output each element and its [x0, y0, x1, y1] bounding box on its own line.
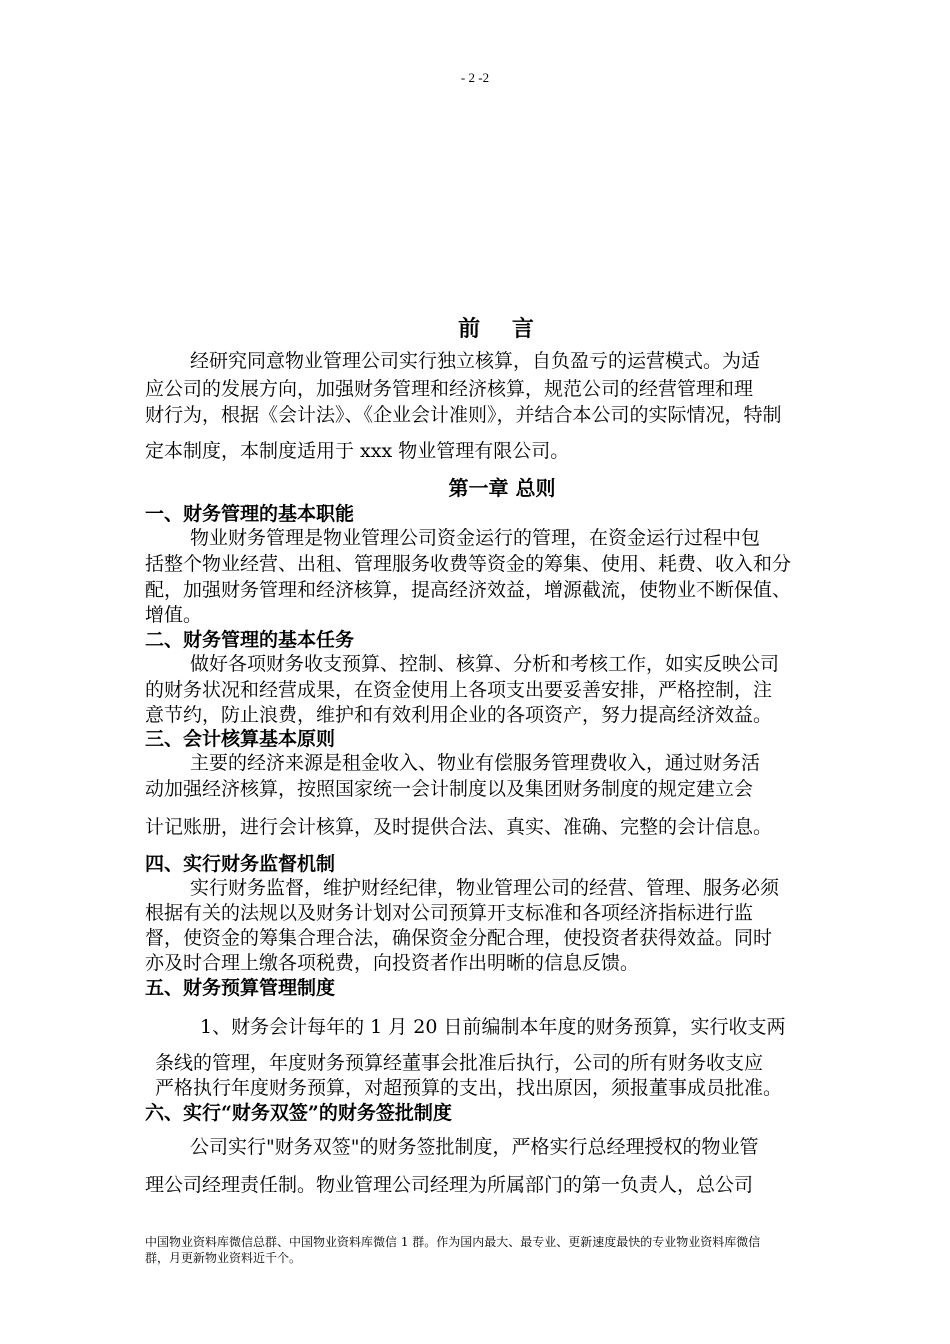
- section-heading: 一、财务管理的基本职能: [145, 503, 355, 525]
- section-line: 督，使资金的筹集合理合法，确保资金分配合理，使投资者获得效益。同时: [145, 927, 773, 949]
- section-line: 的财务状况和经营成果，在资金使用上各项支出要妥善安排，严格控制，注: [145, 679, 773, 701]
- section-line: 严格执行年度财务预算，对超预算的支出，找出原因，须报董事成员批准。: [155, 1077, 783, 1099]
- footer-line: 群，月更新物业资料近千个。: [145, 1251, 302, 1265]
- section-line: 动加强经济核算，按照国家统一会计制度以及集团财务制度的规定建立会: [145, 778, 754, 800]
- section-line: 括整个物业经营、出租、管理服务收费等资金的筹集、使用、耗费、收入和分: [145, 553, 792, 575]
- section-line: 条线的管理，年度财务预算经董事会批准后执行，公司的所有财务收支应: [155, 1052, 764, 1074]
- section-line: 亦及时合理上缴各项税费，向投资者作出明晰的信息反馈。: [145, 952, 640, 974]
- footer-line: 中国物业资料库微信总群、中国物业资料库微信 1 群。作为国内最大、最专业、更新速度最快的专业物业资料库微信: [145, 1235, 761, 1249]
- section-line: 意节约，防止浪费，维护和有效利用企业的各项资产，努力提高经济效益。: [145, 704, 773, 726]
- preface-line: 财行为，根据《会计法》、《企业会计准则》，并结合本公司的实际情况，特制: [145, 404, 782, 426]
- section-heading: 六、实行“财务双签”的财务签批制度: [145, 1102, 452, 1124]
- page-number: - 2 -2: [460, 70, 490, 85]
- section-line: 物业财务管理是物业管理公司资金运行的管理，在资金运行过程中包: [190, 527, 761, 549]
- preface-line: 定本制度，本制度适用于 xxx 物业管理有限公司。: [145, 440, 570, 462]
- section-line: 增值。: [145, 604, 203, 626]
- section-heading: 二、财务管理的基本任务: [145, 629, 355, 651]
- section-heading: 三、会计核算基本原则: [145, 728, 336, 750]
- section-line: 计记账册，进行会计核算，及时提供合法、真实、准确、完整的会计信息。: [145, 816, 773, 838]
- section-line: 公司实行"财务双签"的财务签批制度，严格实行总经理授权的物业管: [190, 1136, 759, 1158]
- section-line: 根据有关的法规以及财务计划对公司预算开支标准和各项经济指标进行监: [145, 902, 754, 924]
- preface-line: 应公司的发展方向，加强财务管理和经济核算，规范公司的经营管理和理: [145, 378, 754, 400]
- chapter-title: 第一章 总则: [448, 476, 556, 500]
- section-line: 实行财务监督，维护财经纪律，物业管理公司的经营、管理、服务必须: [190, 877, 780, 899]
- section-line: 配，加强财务管理和经济核算，提高经济效益，增源截流，使物业不断保值、: [145, 579, 792, 601]
- preface-title: 前 言: [458, 316, 546, 342]
- section-line: 理公司经理责任制。物业管理公司经理为所属部门的第一负责人，总公司: [145, 1174, 754, 1196]
- section-heading: 四、实行财务监督机制: [145, 853, 336, 875]
- section-line: 主要的经济来源是租金收入、物业有偿服务管理费收入，通过财务活: [190, 752, 761, 774]
- section-line: 1、财务会计每年的 1 月 20 日前编制本年度的财务预算，实行收支两: [200, 1016, 786, 1038]
- section-heading: 五、财务预算管理制度: [145, 977, 336, 999]
- section-line: 做好各项财务收支预算、控制、核算、分析和考核工作，如实反映公司: [190, 653, 780, 675]
- preface-line: 经研究同意物业管理公司实行独立核算，自负盈亏的运营模式。为适: [190, 350, 761, 372]
